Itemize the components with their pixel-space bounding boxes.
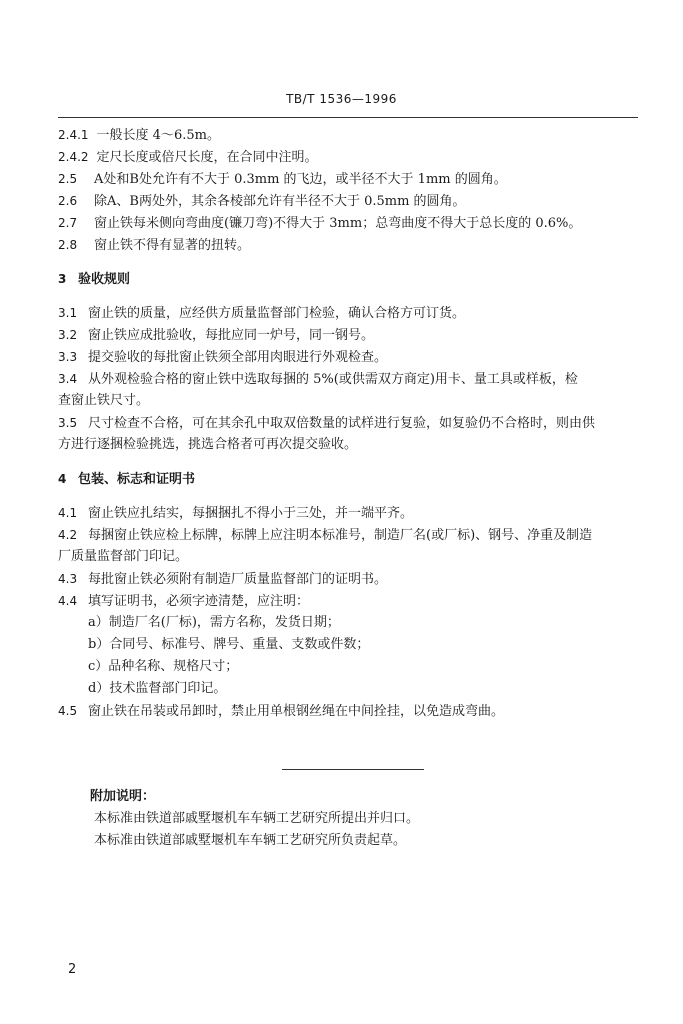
- clause-4-3: [58, 568, 650, 590]
- clause-number: 3.3: [58, 350, 78, 364]
- clause-2-5: [58, 168, 650, 190]
- section-title: 包装、标志和证明书: [78, 472, 196, 487]
- clause-number: 3.5: [58, 416, 78, 430]
- clause-number: 3.1: [58, 306, 78, 320]
- clause-text: 窗止铁的质量，应经供方质量监督部门检验，确认合格方可订货。: [88, 306, 466, 321]
- clause-text: 窗止铁应扎结实，每捆捆扎不得小于三处，并一端平齐。: [88, 506, 414, 521]
- clause-text: 每捆窗止铁应检上标牌，标牌上应注明本标准号，制造厂名(或厂标)、钢号、净重及制造: [88, 528, 593, 543]
- clause-3-2: [58, 324, 650, 346]
- clause-number: 2.4.1: [58, 128, 89, 142]
- list-item-c: c）品种名称、规格尺寸；: [88, 659, 239, 674]
- section-title: 验收规则: [78, 272, 131, 287]
- clause-text: 每批窗止铁必须附有制造厂质量监督部门的证明书。: [88, 572, 388, 587]
- clause-number: 2.5: [58, 172, 78, 186]
- clause-3-5-continuation: 方进行逐捆检验挑选，挑选合格者可再次提交验收。: [58, 437, 358, 452]
- clause-number: 3.2: [58, 328, 78, 342]
- clause-number: 3.4: [58, 372, 78, 386]
- notes-line-1: 本标准由铁道部戚墅堰机车车辆工艺研究所提出并归口。: [94, 811, 420, 826]
- clause-3-4: [58, 368, 650, 390]
- clause-number: 4.3: [58, 572, 78, 586]
- clause-3-3: [58, 346, 650, 368]
- clause-number: 4.2: [58, 528, 78, 542]
- standard-code-header: TB/T 1536—1996: [286, 92, 397, 106]
- clause-4-4: [58, 590, 650, 612]
- clause-text: 定尺长度或倍尺长度，在合同中注明。: [96, 150, 318, 165]
- clause-number: 2.7: [58, 216, 78, 230]
- clause-2-7: [58, 212, 650, 234]
- clause-text: 填写证明书，必须字迹清楚，应注明：: [88, 594, 310, 609]
- clause-text: 窗止铁每米侧向弯曲度(镰刀弯)不得大于 3mm；总弯曲度不得大于总长度的 0.6%。: [94, 216, 582, 231]
- clause-number: 4.5: [58, 704, 78, 718]
- clause-number: 4.1: [58, 506, 78, 520]
- clause-number: 4.4: [58, 594, 78, 608]
- clause-2-6: [58, 190, 650, 212]
- notes-title: 附加说明：: [90, 789, 156, 804]
- notes-line-2: 本标准由铁道部戚墅堰机车车辆工艺研究所负责起草。: [94, 833, 407, 848]
- clause-number: 2.8: [58, 238, 78, 252]
- list-item-a: a）制造厂名(厂标)，需方名称，发货日期；: [88, 615, 340, 630]
- document-body: [58, 124, 650, 722]
- list-item-d: d）技术监督部门印记。: [88, 681, 227, 696]
- clause-text: 提交验收的每批窗止铁须全部用肉眼进行外观检查。: [88, 350, 388, 365]
- clause-4-5: [58, 700, 650, 722]
- clause-4-2-continuation: 厂质量监督部门印记。: [58, 549, 189, 564]
- header-divider: [58, 117, 638, 118]
- clause-4-2: [58, 524, 650, 546]
- clause-4-1: [58, 502, 650, 524]
- clause-text: 窗止铁在吊装或吊卸时，禁止用单根钢丝绳在中间拴挂，以免造成弯曲。: [88, 704, 505, 719]
- section-number: 3: [58, 272, 67, 286]
- page-number: 2: [68, 962, 77, 977]
- clause-2-4-1: [58, 124, 650, 146]
- clause-3-4-continuation: 查窗止铁尺寸。: [58, 393, 150, 408]
- additional-notes: [90, 786, 419, 852]
- notes-divider: [282, 769, 424, 770]
- clause-number: 2.4.2: [58, 150, 89, 164]
- clause-text: 一般长度 4～6.5m。: [96, 128, 220, 143]
- clause-text: 除A、B两处外，其余各棱部允许有半径不大于 0.5mm 的圆角。: [94, 194, 466, 209]
- clause-text: A处和B处允许有不大于 0.3mm 的飞边，或半径不大于 1mm 的圆角。: [94, 172, 507, 187]
- list-item-b: b）合同号、标准号、牌号、重量、支数或件数；: [88, 637, 370, 652]
- clause-text: 窗止铁应成批验收，每批应同一炉号，同一钢号。: [88, 328, 375, 343]
- clause-text: 从外观检验合格的窗止铁中选取每捆的 5%(或供需双方商定)用卡、量工具或样板，检: [88, 372, 578, 387]
- clause-number: 2.6: [58, 194, 78, 208]
- section-4-heading: [58, 468, 650, 490]
- section-number: 4: [58, 472, 67, 486]
- section-3-heading: [58, 268, 650, 290]
- clause-text: 尺寸检查不合格，可在其余孔中取双倍数量的试样进行复验，如复验仍不合格时，则由供: [88, 416, 596, 431]
- clause-3-1: [58, 302, 650, 324]
- clause-text: 窗止铁不得有显著的扭转。: [94, 238, 251, 253]
- clause-2-4-2: [58, 146, 650, 168]
- clause-2-8: [58, 234, 650, 256]
- clause-3-5: [58, 412, 650, 434]
